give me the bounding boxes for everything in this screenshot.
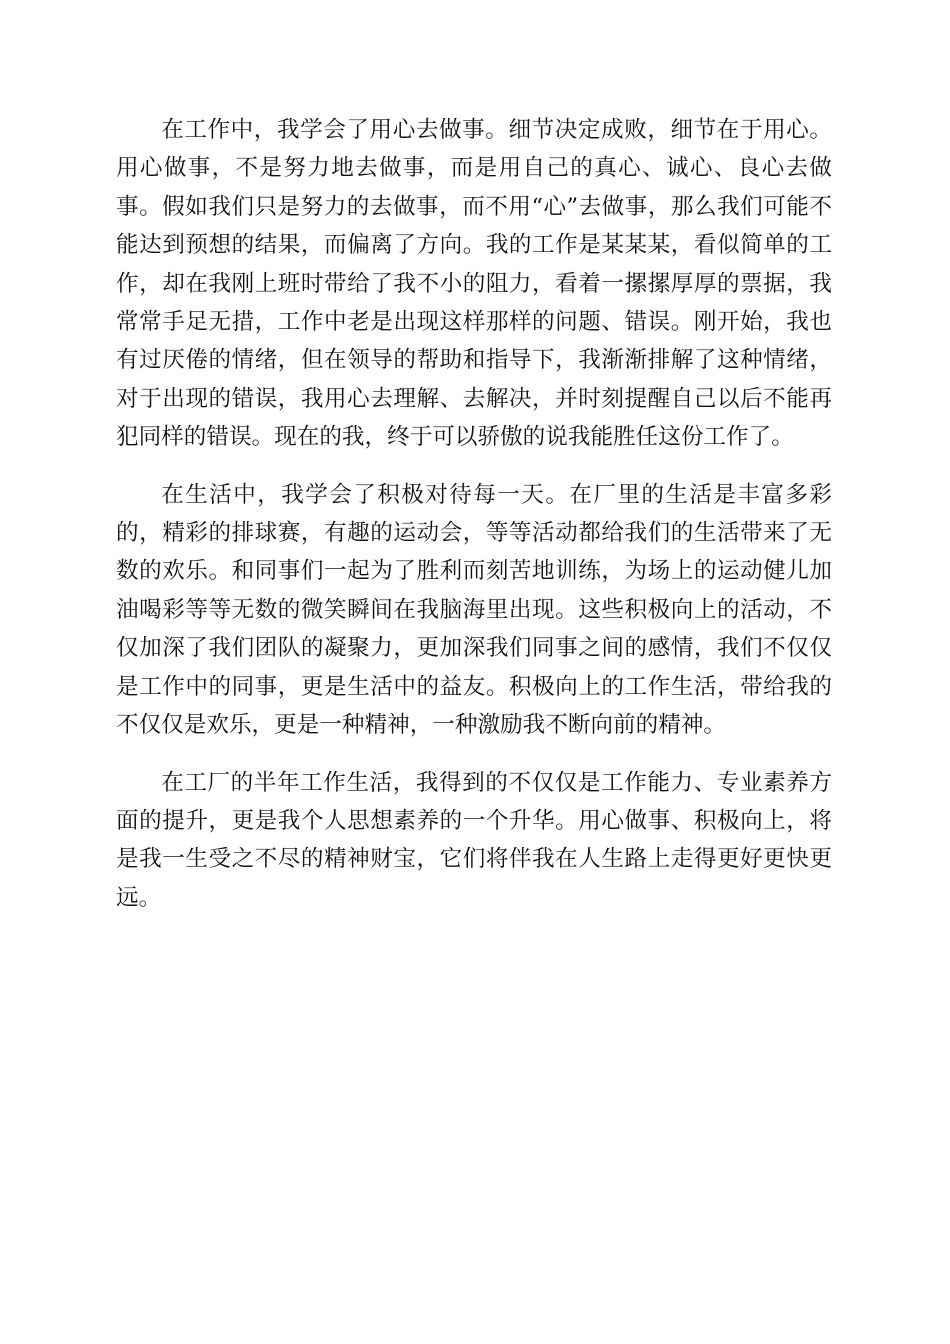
paragraph-summary: 在工厂的半年工作生活，我得到的不仅仅是工作能力、专业素养方面的提升，更是我个人思想素养的一个升华。用心做事、积极向上，将是我一生受之不尽的精神财宝，它们将伴我在人生路上走得更好更快更远。 bbox=[116, 769, 832, 911]
paragraph-work: 在工作中，我学会了用心去做事。细节决定成败，细节在于用心。用心做事，不是努力地去做事，而是用自己的真心、诚心、良心去做事。假如我们只是努力的去做事，而不用“心”去做事，那么我们可能不能达到预想的结果，而偏离了方向。我的工作是某某某，看似简单的工作，却在我刚上班时带给了我不小的阻力，看着一摞摞厚厚的票据，我常常手足无措，工作中老是出现这样那样的问题、错误。刚开始，我也有过厌倦的情绪，但在领导的帮助和指导下，我渐渐排解了这种情绪，对于出现的错误，我用心去理解、去解决，并时刻提醒自己以后不能再犯同样的错误。现在的我，终于可以骄傲的说我能胜任这份工作了。 bbox=[116, 117, 832, 451]
paragraph-life: 在生活中，我学会了积极对待每一天。在厂里的生活是丰富多彩的，精彩的排球赛，有趣的运动会，等等活动都给我们的生活带来了无数的欢乐。和同事们一起为了胜利而刻苦地训练，为场上的运动健儿加油喝彩等等无数的微笑瞬间在我脑海里出现。这些积极向上的活动，不仅加深了我们团队的凝聚力，更加深我们同事之间的感情，我们不仅仅是工作中的同事，更是生活中的益友。积极向上的工作生活，带给我的不仅仅是欢乐，更是一种精神，一种激励我不断向前的精神。 bbox=[116, 481, 832, 739]
document-body bbox=[116, 111, 832, 936]
